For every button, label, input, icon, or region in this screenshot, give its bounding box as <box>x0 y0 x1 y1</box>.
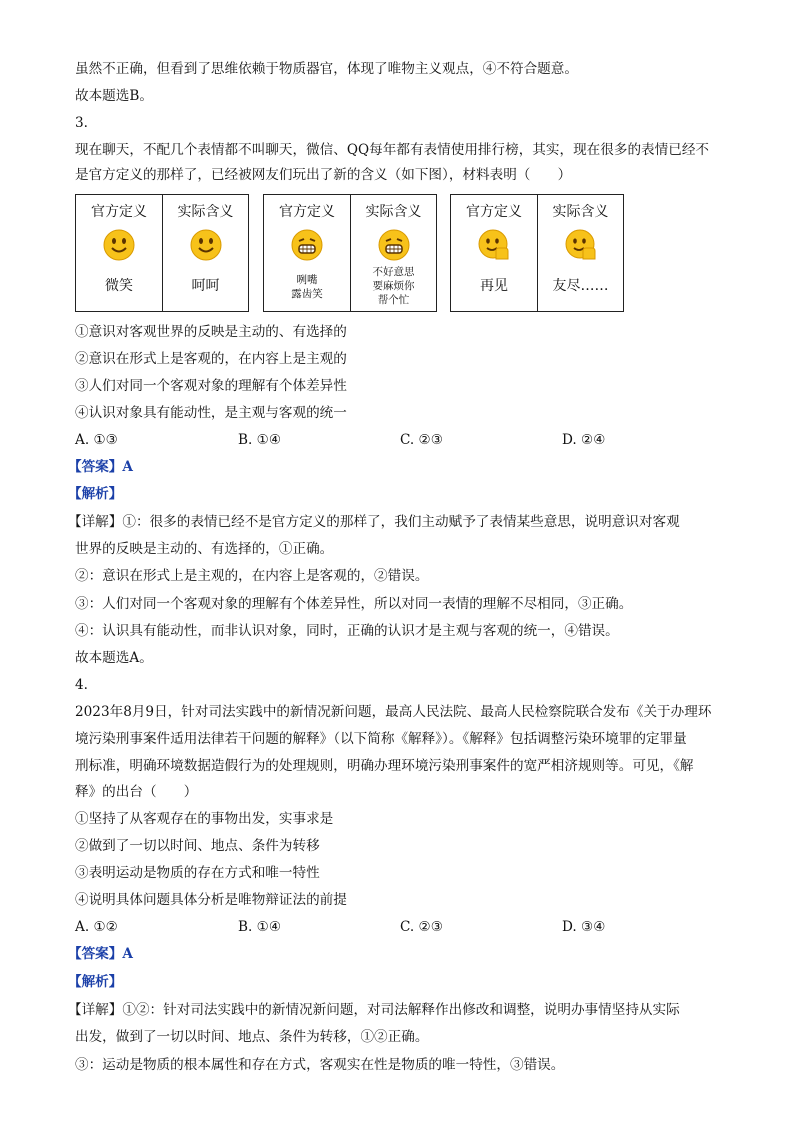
cell-header: 实际含义 <box>365 204 422 220</box>
cell-header: 实际含义 <box>177 204 234 220</box>
grin-emoji-icon <box>378 229 410 261</box>
wave-emoji-icon <box>565 229 597 261</box>
cell-label: 友尽…… <box>552 278 609 294</box>
choice-d: D. ②④ <box>562 432 606 448</box>
official-cell <box>76 195 162 311</box>
choice-b: B. ①④ <box>238 919 282 935</box>
choice-a: A. ①② <box>75 919 118 935</box>
smile-emoji-icon <box>103 229 135 261</box>
option-line: ③表明运动是物质的存在方式和唯一特性 <box>75 865 320 881</box>
choice-d: D. ③④ <box>562 919 606 935</box>
official-cell <box>264 195 350 311</box>
detail-line: 故本题选A。 <box>75 650 153 666</box>
cell-label: 咧嘴 <box>296 274 318 286</box>
cell-label: 要麻烦你 <box>372 280 415 292</box>
detail-line: ③：人们对同一个客观对象的理解有个体差异性，所以对同一表情的理解不尽相同，③正确。 <box>75 596 633 612</box>
cell-header: 官方定义 <box>466 204 522 220</box>
wave-emoji-icon <box>478 229 510 261</box>
emoji-table-2 <box>263 194 437 312</box>
answer-label: 【答案】A <box>68 946 133 962</box>
official-cell <box>451 195 537 311</box>
emoji-table-3 <box>450 194 624 312</box>
question-stem: 境污染刑事案件适用法律若干问题的解释》（以下简称《解释》）。《解释》包括调整污染环境罪的定罪量 <box>75 731 687 747</box>
question-stem: 是官方定义的那样了，已经被网友们玩出了新的含义（如下图），材料表明（ ） <box>75 167 572 183</box>
cell-label: 呵呵 <box>191 278 220 294</box>
cell-header: 官方定义 <box>91 204 147 220</box>
smile-emoji-icon <box>190 229 222 261</box>
detail-line: ②：意识在形式上是主观的，在内容上是客观的，②错误。 <box>75 568 429 584</box>
analysis-label: 【解析】 <box>68 486 123 502</box>
choice-a: A. ①③ <box>75 432 118 448</box>
actual-cell <box>162 195 248 311</box>
choice-c: C. ②③ <box>400 919 443 935</box>
option-line: ①意识对客观世界的反映是主动的、有选择的 <box>75 324 347 340</box>
question-stem: 现在聊天，不配几个表情都不叫聊天，微信、QQ每年都有表情使用排行榜，其实，现在很多的表情已经不 <box>75 142 710 158</box>
option-line: ②意识在形式上是客观的，在内容上是主观的 <box>75 351 347 367</box>
detail-line: ③：运动是物质的根本属性和存在方式，客观实在性是物质的唯一特性，③错误。 <box>75 1057 565 1073</box>
actual-cell <box>537 195 623 311</box>
question-number: 3. <box>75 115 88 131</box>
question-stem: 释》的出台（ ） <box>75 784 198 800</box>
detail-line: 【详解】①②：针对司法实践中的新情况新问题，对司法解释作出修改和调整，说明办事情坚持从实际 <box>68 1002 680 1018</box>
option-line: ①坚持了从客观存在的事物出发，实事求是 <box>75 811 334 827</box>
answer-label: 【答案】A <box>68 459 133 475</box>
detail-line: 世界的反映是主动的、有选择的，①正确。 <box>75 541 334 557</box>
option-line: ④认识对象具有能动性，是主观与客观的统一 <box>75 405 347 421</box>
detail-line: 【详解】①：很多的表情已经不是官方定义的那样了，我们主动赋予了表情某些意思，说明意识对客观 <box>68 514 680 530</box>
text-line: 虽然不正确，但看到了思维依赖于物质器官，体现了唯物主义观点，④不符合题意。 <box>75 61 578 77</box>
question-stem: 2023年8月9日，针对司法实践中的新情况新问题，最高人民法院、最高人民检察院联合发布《关于办理环 <box>75 704 712 720</box>
cell-label: 微笑 <box>105 278 133 294</box>
detail-line: 出发，做到了一切以时间、地点、条件为转移，①②正确。 <box>75 1029 429 1045</box>
cell-label: 露齿笑 <box>291 288 323 300</box>
option-line: ③人们对同一个客观对象的理解有个体差异性 <box>75 378 347 394</box>
analysis-label: 【解析】 <box>68 974 123 990</box>
cell-header: 实际含义 <box>552 204 609 220</box>
detail-line: ④：认识具有能动性，而非认识对象，同时，正确的认识才是主观与客观的统一，④错误。 <box>75 623 619 639</box>
cell-label: 帮个忙 <box>377 294 410 306</box>
choice-b: B. ①④ <box>238 432 282 448</box>
question-number: 4. <box>75 677 88 693</box>
cell-label: 不好意思 <box>372 266 415 278</box>
emoji-table-1 <box>75 194 249 312</box>
option-line: ④说明具体问题具体分析是唯物辩证法的前提 <box>75 892 347 908</box>
cell-label: 再见 <box>480 278 508 294</box>
text-line: 故本题选B。 <box>75 88 153 104</box>
actual-cell <box>350 195 436 311</box>
option-line: ②做到了一切以时间、地点、条件为转移 <box>75 838 320 854</box>
choice-c: C. ②③ <box>400 432 443 448</box>
cell-header: 官方定义 <box>279 204 335 220</box>
question-stem: 刑标准，明确环境数据造假行为的处理规则，明确办理环境污染刑事案件的宽严相济规则等。可见，《解 <box>75 758 694 774</box>
grin-emoji-icon <box>291 229 323 261</box>
